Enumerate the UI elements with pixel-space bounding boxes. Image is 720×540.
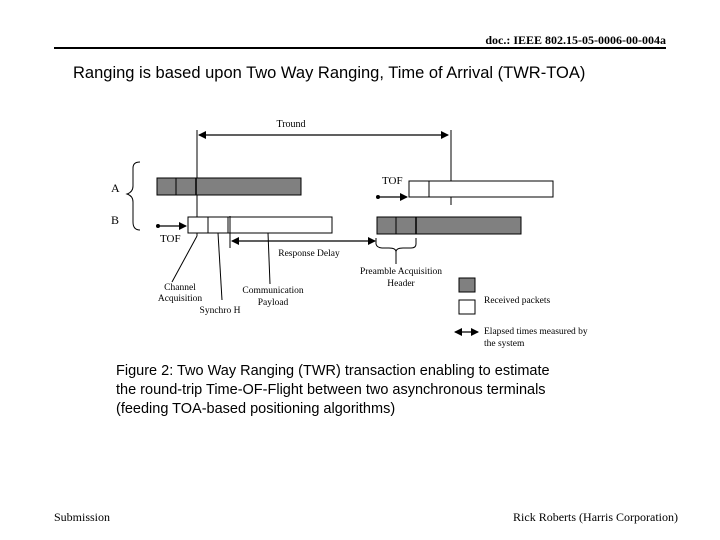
caption-line-2: the round-trip Time-OF-Flight between two asynchronous terminals [116,382,546,398]
tround-label: Tround [276,119,306,130]
channel-acquisition-line2: Acquisition [157,294,203,304]
synchro-pointer [218,233,222,300]
slide-title: Ranging is based upon Two Way Ranging, Time of Arrival (TWR-TOA) [73,64,586,82]
legend-received-swatch [459,300,475,314]
row-a-label: A [111,181,120,195]
row-brace [127,162,140,230]
preamble-label-line1: Preamble Acquisition [359,267,443,277]
tof-label-left: TOF [160,233,181,245]
preamble-bracket [376,238,416,252]
footer-submission: Submission [54,510,111,524]
comm-payload-line2: Payload [257,298,289,308]
footer-author: Rick Roberts (Harris Corporation) [513,510,678,524]
figure-caption [116,362,616,419]
row-b-label: B [111,213,120,227]
legend-elapsed-line2: the system [484,339,525,349]
caption-line-3: (feeding TOA-based positioning algorithms) [116,401,396,417]
document-id: doc.: IEEE 802.15-05-0006-00-004a [485,33,666,47]
preamble-label-line2: Header [387,279,415,289]
caption-line-1: Figure 2: Two Way Ranging (TWR) transaction enabling to estimate [116,363,550,379]
row-b-transmitted-packet [377,217,521,234]
tof-label-right: TOF [382,175,403,187]
channel-acquisition-line1: Channel [164,283,196,293]
legend-received-label: Received packets [484,296,551,306]
legend-elapsed-line1: Elapsed times measured by [484,327,588,337]
row-a-transmitted-packet [157,178,301,195]
row-b-received-packet [188,217,332,233]
comm-payload-line1: Communication [242,286,304,296]
synchro-label: Synchro H [199,306,241,316]
legend-transmitted-swatch [459,278,475,292]
response-delay-label: Response Delay [278,249,340,259]
row-a-received-packet [409,181,553,197]
